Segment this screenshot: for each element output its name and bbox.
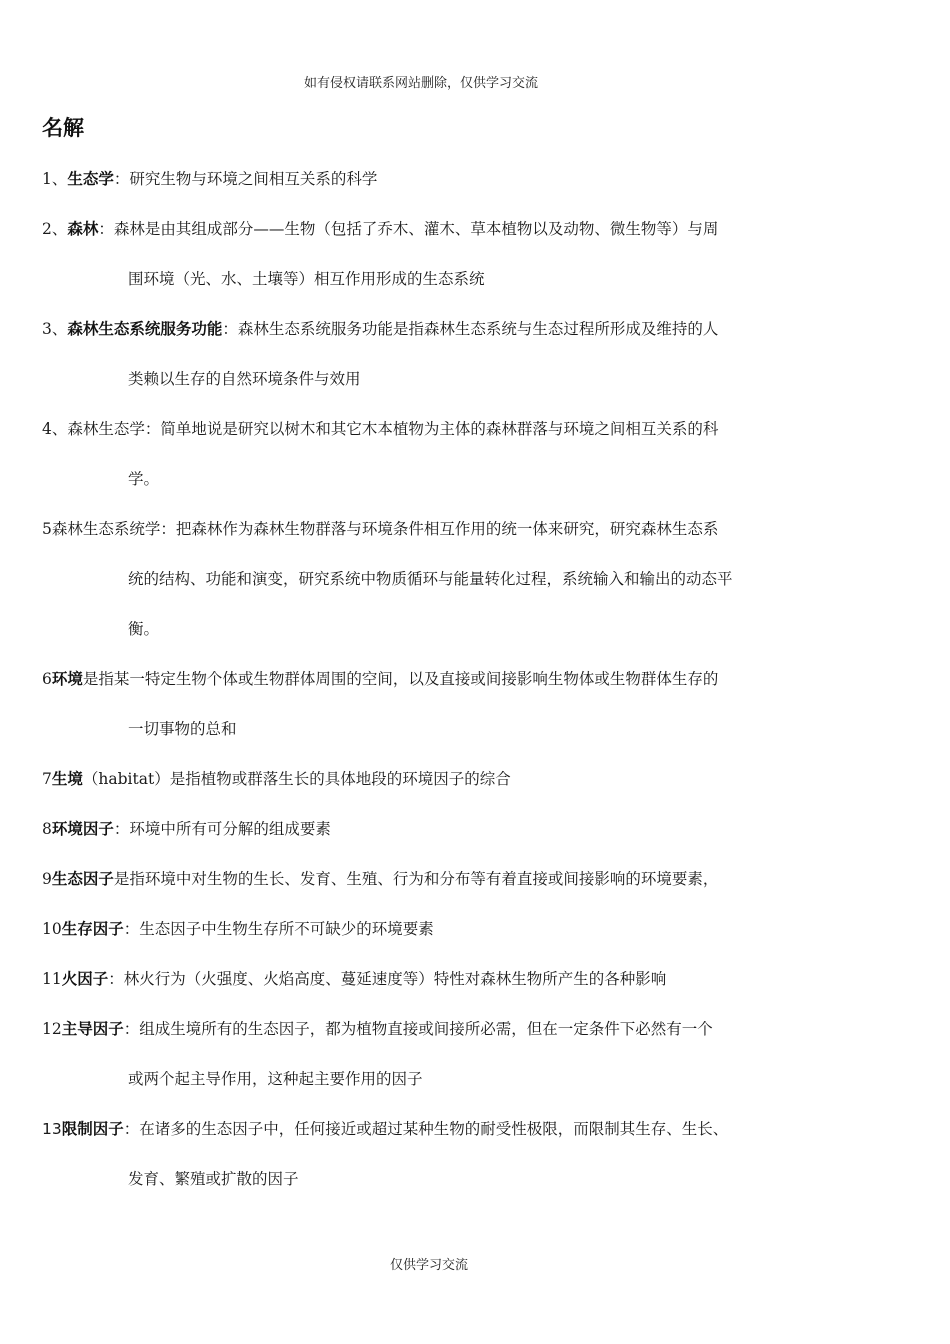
entry-term: 火因子 [61,970,109,988]
entry-number: 11 [42,970,62,988]
definition-entry-9 [42,854,842,904]
entry-definition: （habitat）是指植物或群落生长的具体地段的环境因子的综合 [82,770,511,788]
entry-number: 8 [42,820,52,838]
entry-definition: ：组成生境所有的生态因子，都为植物直接或间接所必需，但在一定条件下必然有一个 [123,1020,713,1038]
entry-continuation: 一切事物的总和 [128,720,237,738]
entry-continuation: 或两个起主导作用，这种起主要作用的因子 [128,1070,423,1088]
entry-definition: ：研究生物与环境之间相互关系的科学 [113,170,378,188]
entry-number: 10 [42,920,62,938]
entry-number: 7 [42,770,52,788]
definition-entry-4 [42,404,842,454]
definition-entry-7 [42,754,842,804]
entry-term: 生态学 [67,170,114,188]
entry-number: 4、 [42,420,68,438]
entry-definition: 是指某一特定生物个体或生物群体周围的空间，以及直接或间接影响生物体或生物群体生存的 [82,670,719,688]
entry-continuation: 发育、繁殖或扩散的因子 [128,1170,299,1188]
entry-continuation: 衡。 [128,620,160,638]
entry-term: 生存因子 [61,920,124,938]
entry-continuation: 围环境（光、水、土壤等）相互作用形成的生态系统 [128,270,485,288]
entry-definition: 森林生态学：简单地说是研究以树木和其它木本植物为主体的森林群落与环境之间相互关系的科 [67,420,719,438]
entry-term: 森林 [67,220,99,238]
section-title: 名解 [42,116,84,140]
entry-definition: 是指环境中对生物的生长、发育、生殖、行为和分布等有着直接或间接影响的环境要素， [113,870,719,888]
definition-entry-10 [42,904,842,954]
entry-number: 2、 [42,220,68,238]
definition-entry-3 [42,304,842,354]
definition-entry-11 [42,954,842,1004]
definition-entry-8 [42,804,842,854]
watermark-bottom: 仅供学习交流 [390,1258,469,1273]
definition-entry-2 [42,204,842,254]
entry-definition: ：森林生态系统服务功能是指森林生态系统与生态过程所形成及维持的人 [222,320,719,338]
definition-entry-13 [42,1104,842,1154]
entry-definition: ：生态因子中生物生存所不可缺少的环境要素 [123,920,434,938]
entry-number: 1、 [42,170,68,188]
entry-term: 森林生态系统服务功能 [67,320,223,338]
entry-term: 生境 [51,770,83,788]
entry-term: 主导因子 [61,1020,124,1038]
entry-definition: ：森林是由其组成部分——生物（包括了乔木、灌木、草本植物以及动物、微生物等）与周 [98,220,719,238]
entry-continuation: 类赖以生存的自然环境条件与效用 [128,370,361,388]
entry-definition: 森林生态系统学：把森林作为森林生物群落与环境条件相互作用的统一体来研究，研究森林生态系 [51,520,719,538]
definition-entry-1 [42,154,842,204]
entry-term: 限制因子 [61,1120,124,1138]
entry-number: 5 [42,520,52,538]
definition-entry-12 [42,1004,842,1054]
definition-entry-5 [42,504,842,554]
entry-number: 9 [42,870,52,888]
definition-entry-6 [42,654,842,704]
watermark-top: 如有侵权请联系网站删除，仅供学习交流 [304,76,539,91]
entry-continuation: 统的结构、功能和演变，研究系统中物质循环与能量转化过程，系统输入和输出的动态平 [128,570,733,588]
entry-term: 环境因子 [51,820,114,838]
entry-term: 生态因子 [51,870,114,888]
entry-term: 环境 [51,670,83,688]
entry-number: 3、 [42,320,68,338]
entry-definition: ：在诸多的生态因子中，任何接近或超过某种生物的耐受性极限，而限制其生存、生长、 [123,1120,729,1138]
entry-number: 6 [42,670,52,688]
entry-definition: ：林火行为（火强度、火焰高度、蔓延速度等）特性对森林生物所产生的各种影响 [108,970,667,988]
entry-continuation: 学。 [128,470,160,488]
entry-number: 12 [42,1020,62,1038]
entry-number: 13 [42,1120,62,1138]
entry-definition: ：环境中所有可分解的组成要素 [113,820,331,838]
